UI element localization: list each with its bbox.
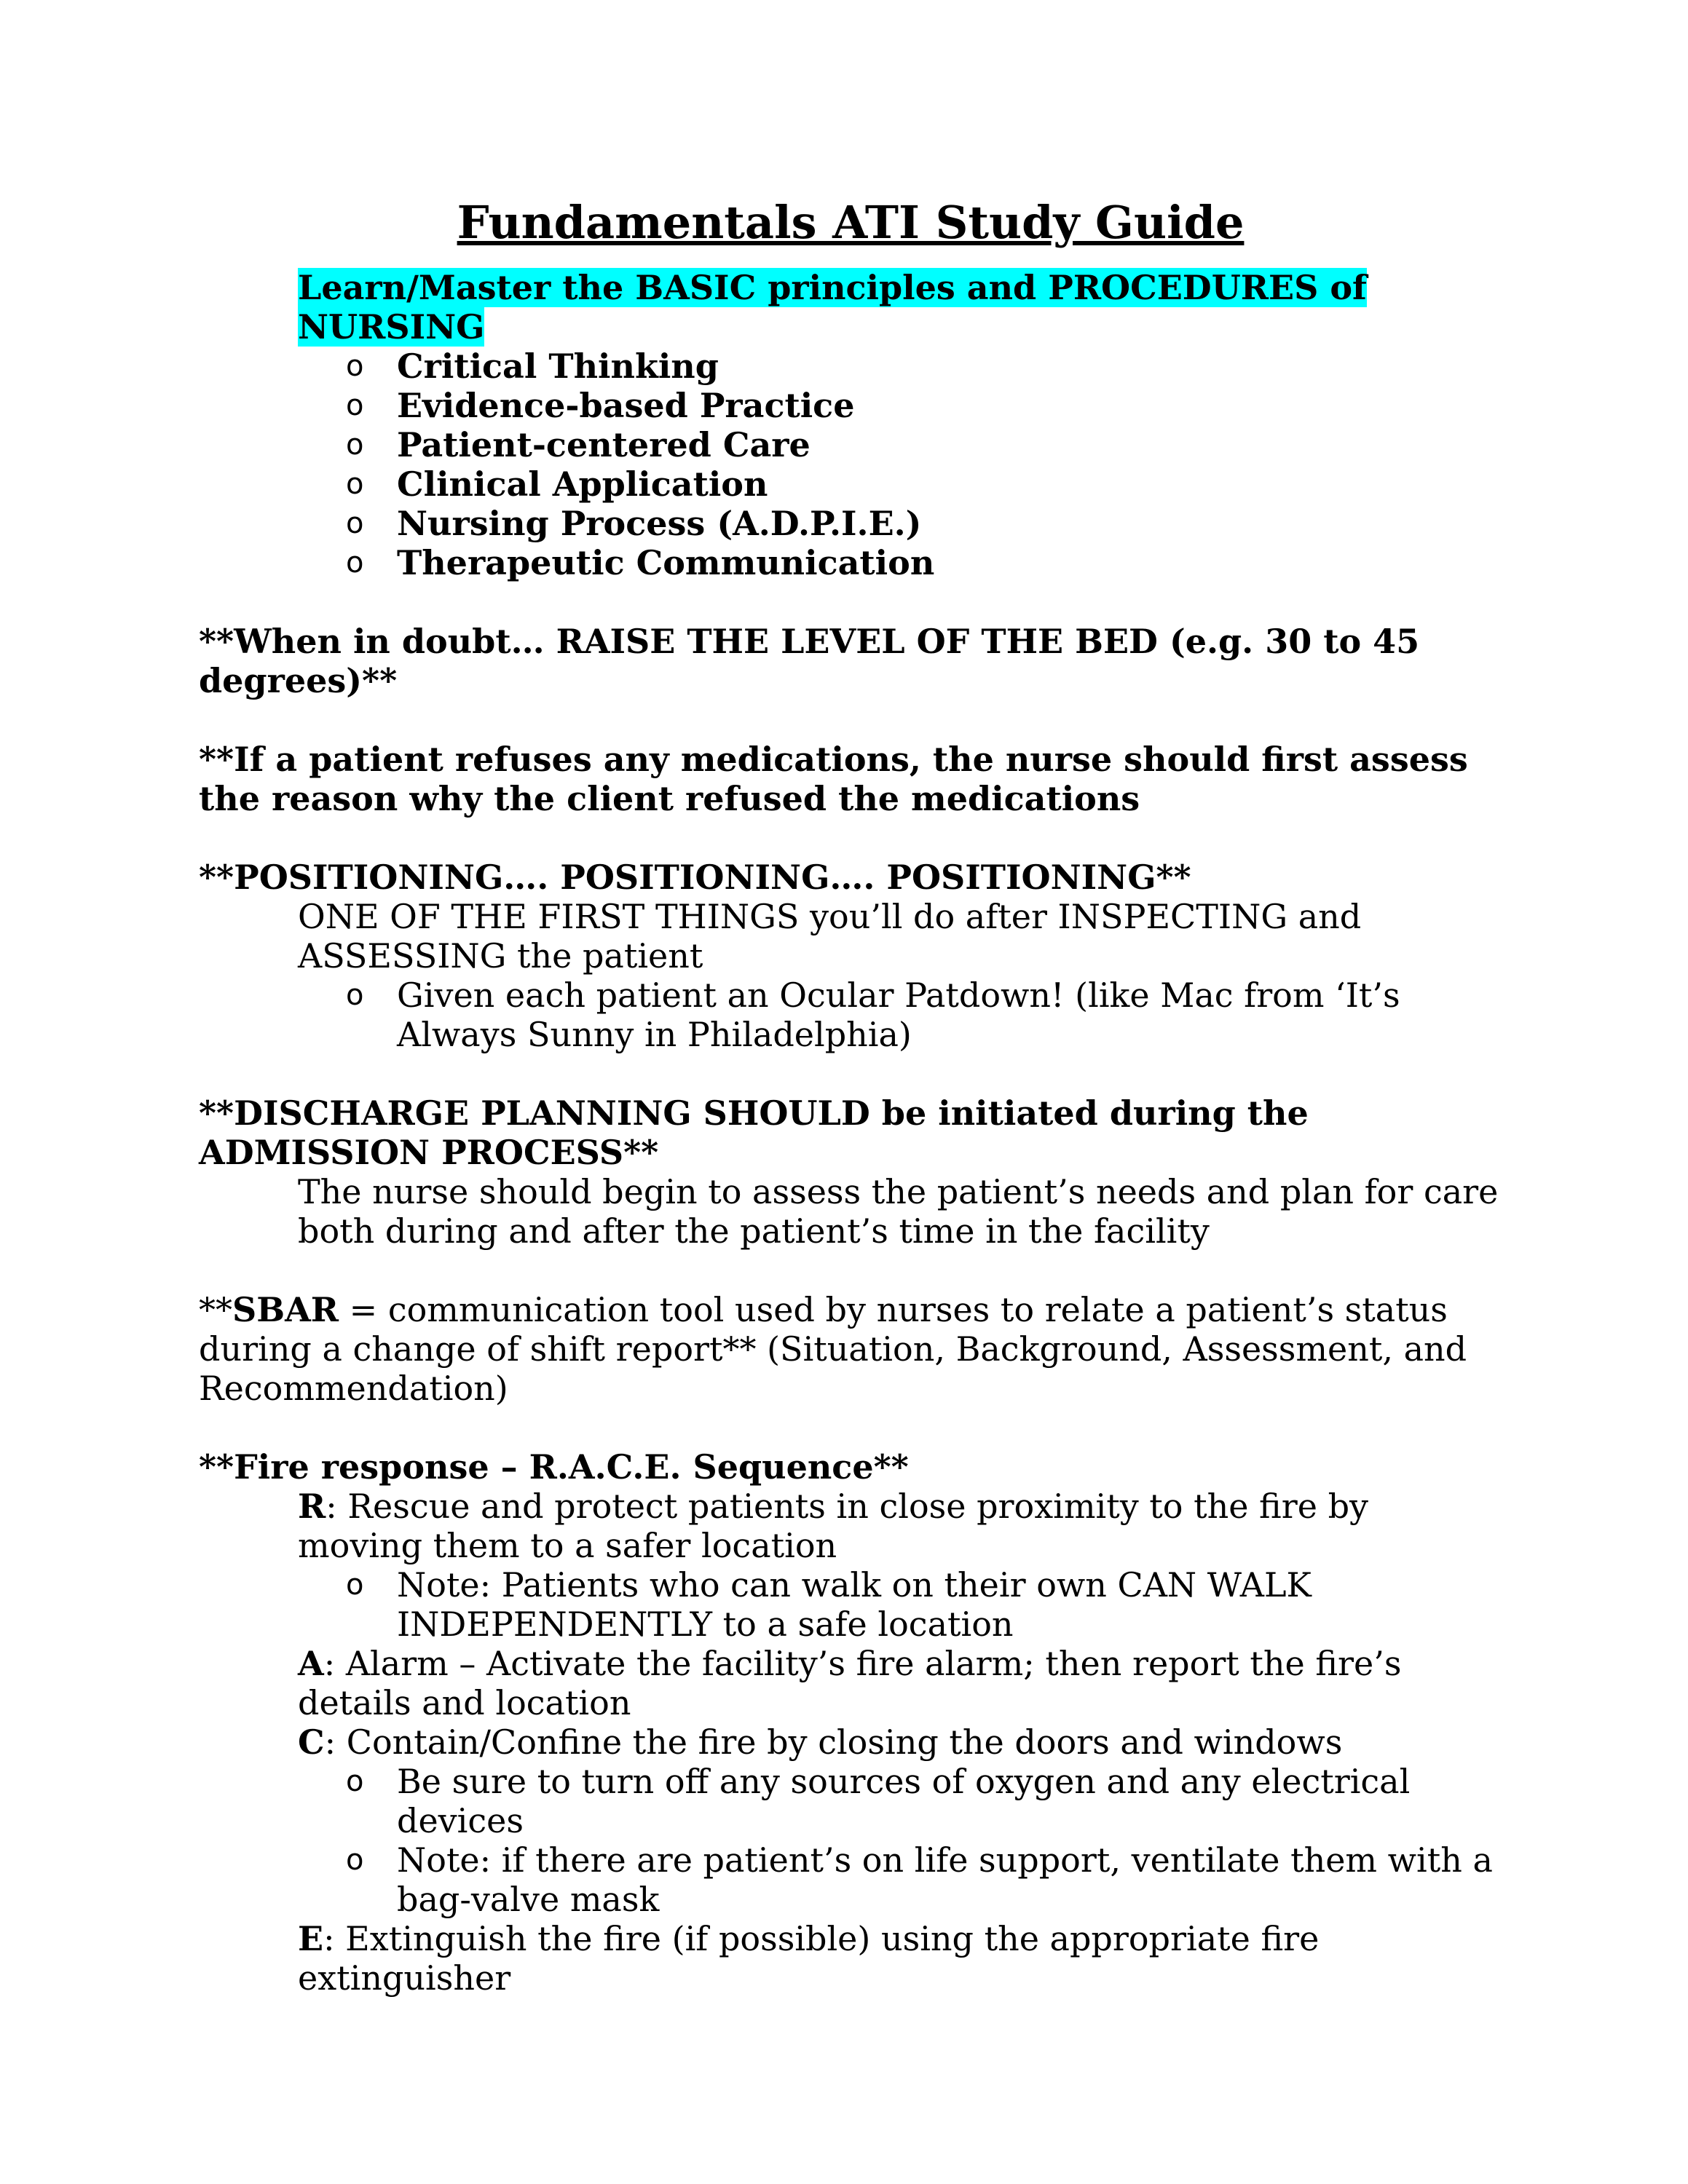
intro-bullet (199, 268, 1502, 347)
sub-marker: o (346, 428, 364, 462)
fire-heading: **Fire response – R.A.C.E. Sequence** (199, 1447, 909, 1487)
sub-marker: o (346, 1568, 364, 1602)
page-title: Fundamentals ATI Study Guide (457, 196, 1245, 249)
sub-marker: o (346, 349, 364, 383)
sub-marker: o (346, 507, 364, 540)
sub-marker: o (346, 389, 364, 422)
list-item: o Critical Thinking (346, 347, 719, 386)
list-item: o Therapeutic Communication (346, 543, 935, 582)
discharge-bullet: The nurse should begin to assess the patient’s needs and plan for care both during and after the patient’s time in the facility (298, 1172, 1499, 1251)
list-item: o Nursing Process (A.D.P.I.E.) (346, 504, 922, 543)
list-item: o Clinical Application (346, 464, 768, 504)
sub-marker: o (346, 546, 364, 579)
sub-marker: o (346, 1843, 364, 1877)
discharge-heading: **DISCHARGE PLANNING SHOULD be initiated during the ADMISSION PROCESS** (199, 1093, 1309, 1172)
intro-heading: Learn/Master the BASIC principles and PROCEDURES of NURSING (298, 268, 1367, 347)
sub-marker: o (346, 1765, 364, 1798)
race-a-bullet: A: Alarm – Activate the facility’s fire alarm; then report the fire’s details and location (298, 1644, 1402, 1722)
race-e-bullet: E: Extinguish the fire (if possible) using the appropriate fire extinguisher (298, 1919, 1320, 1998)
sub-marker: o (346, 467, 364, 501)
positioning-heading: **POSITIONING…. POSITIONING…. POSITIONING** (199, 858, 1191, 897)
sbar-term: SBAR (232, 1290, 339, 1329)
refuse-note: **If a patient refuses any medications, the nurse should first assess the reason why the client refused the medications (199, 740, 1468, 818)
list-item: o Patient-centered Care (346, 425, 811, 464)
positioning-bullet: ONE OF THE FIRST THINGS you’ll do after INSPECTING and ASSESSING the patient (298, 897, 1362, 976)
race-c-sub: o Be sure to turn off any sources of oxygen and any electrical devices (346, 1762, 1411, 1840)
race-c-bullet: C: Contain/Confine the fire by closing the doors and windows (298, 1722, 1343, 1762)
race-r-sub: o Note: Patients who can walk on their own CAN WALK INDEPENDENTLY to a safe location (346, 1565, 1312, 1644)
positioning-sub: o Given each patient an Ocular Patdown! (like Mac from ‘It’s Always Sunny in Philadelphia) (346, 976, 1400, 1054)
bed-note: **When in doubt… RAISE THE LEVEL OF THE BED (e.g. 30 to 45 degrees)** (199, 622, 1420, 700)
race-r-bullet: R: Rescue and protect patients in close proximity to the fire by moving them to a safer location (298, 1487, 1369, 1565)
document-body (199, 194, 1502, 1998)
sbar-note: **SBAR = communication tool used by nurses to relate a patient’s status during a change of shift report** (Situation, Background, Assessment, and Recommendation) (199, 1290, 1467, 1408)
race-c-sub: o Note: if there are patient’s on life support, ventilate them with a bag-valve mask (346, 1840, 1493, 1919)
sub-marker: o (346, 978, 364, 1012)
list-item: o Evidence-based Practice (346, 386, 855, 425)
